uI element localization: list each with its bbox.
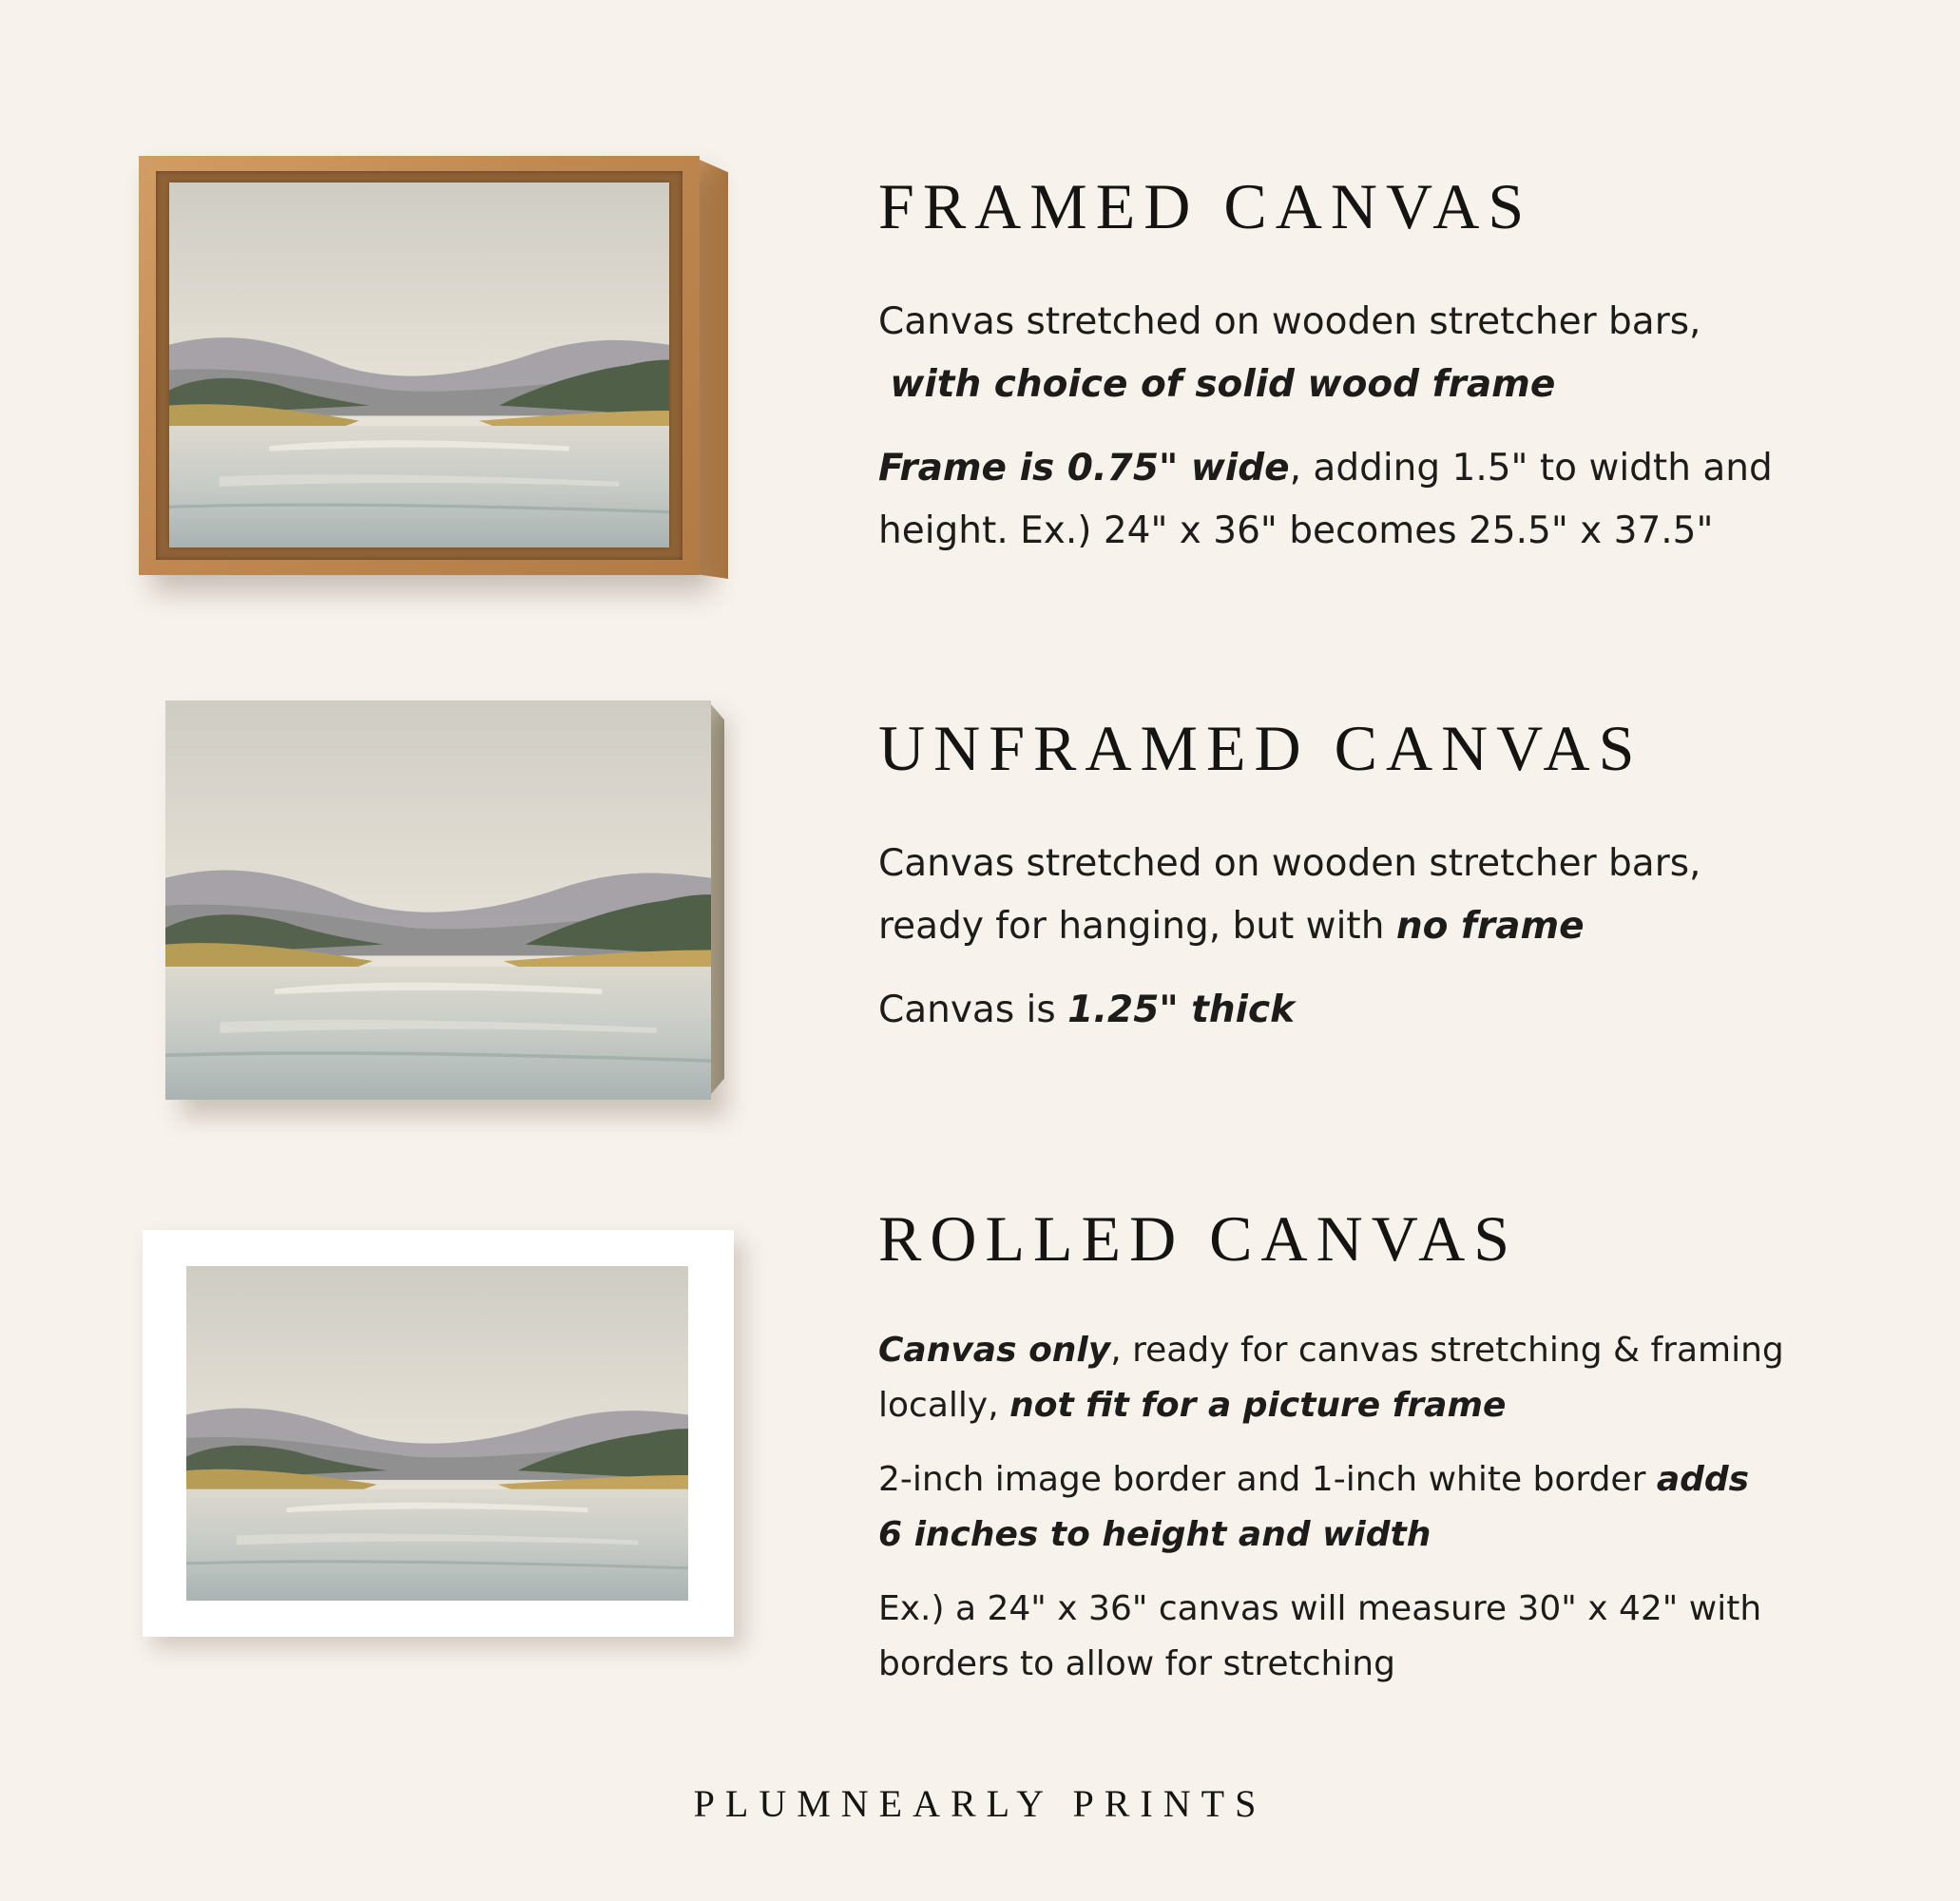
frame-width-note: Frame is 0.75" wide xyxy=(878,447,1290,490)
rolled-canvas-example xyxy=(878,1582,1761,1692)
rolled-canvas-description xyxy=(878,1323,1784,1433)
no-frame-note: no frame xyxy=(1395,905,1585,948)
rolled-example-line2: borders to allow for stretching xyxy=(878,1644,1395,1683)
not-fit-note: not fit for a picture frame xyxy=(1009,1386,1507,1425)
framed-desc-line2: with choice of solid wood frame xyxy=(890,363,1556,406)
rolled-desc-rest: , ready for canvas stretching & framing xyxy=(1110,1331,1784,1370)
rolled-desc-line2-prefix: locally, xyxy=(878,1386,1010,1425)
unframed-canvas-image xyxy=(165,701,719,1100)
framed-canvas-image xyxy=(139,156,728,579)
unframed-canvas-thickness xyxy=(878,979,1295,1042)
unframed-desc-line2: ready for hanging, but with xyxy=(878,905,1396,948)
thickness-value: 1.25" thick xyxy=(1067,989,1296,1031)
framed-canvas-size-note xyxy=(878,437,1773,563)
rolled-canvas-border-note xyxy=(878,1452,1749,1563)
framed-canvas-title: FRAMED CANVAS xyxy=(878,170,1533,242)
unframed-canvas-description xyxy=(878,833,1701,958)
framed-desc-line1: Canvas stretched on wooden stretcher bars, xyxy=(878,300,1701,343)
rolled-canvas-image xyxy=(143,1230,734,1637)
unframed-landscape-painting xyxy=(165,701,711,1100)
rolled-landscape-painting xyxy=(186,1266,688,1601)
unframed-desc-line1: Canvas stretched on wooden stretcher bars, xyxy=(878,842,1701,885)
rolled-canvas-title: ROLLED CANVAS xyxy=(878,1202,1519,1275)
canvas-only-note: Canvas only xyxy=(878,1331,1111,1370)
rolled-example-line1: Ex.) a 24" x 36" canvas will measure 30" x 42" with xyxy=(878,1589,1762,1628)
thickness-prefix: Canvas is xyxy=(878,989,1068,1031)
brand-name: PLUMNEARLY PRINTS xyxy=(693,1782,1267,1825)
canvas-side-edge xyxy=(711,704,724,1094)
frame-size-example: height. Ex.) 24" x 36" becomes 25.5" x 37.5" xyxy=(878,509,1714,552)
framed-landscape-painting xyxy=(169,182,669,547)
unframed-canvas-title: UNFRAMED CANVAS xyxy=(878,712,1643,784)
border-adds-detail: 6 inches to height and width xyxy=(878,1515,1432,1554)
border-note-prefix: 2-inch image border and 1-inch white border xyxy=(878,1460,1657,1499)
framed-canvas-description xyxy=(878,291,1701,416)
frame-side xyxy=(700,160,728,579)
border-adds: adds xyxy=(1656,1460,1750,1499)
frame-width-rest: , adding 1.5" to width and xyxy=(1289,447,1773,490)
